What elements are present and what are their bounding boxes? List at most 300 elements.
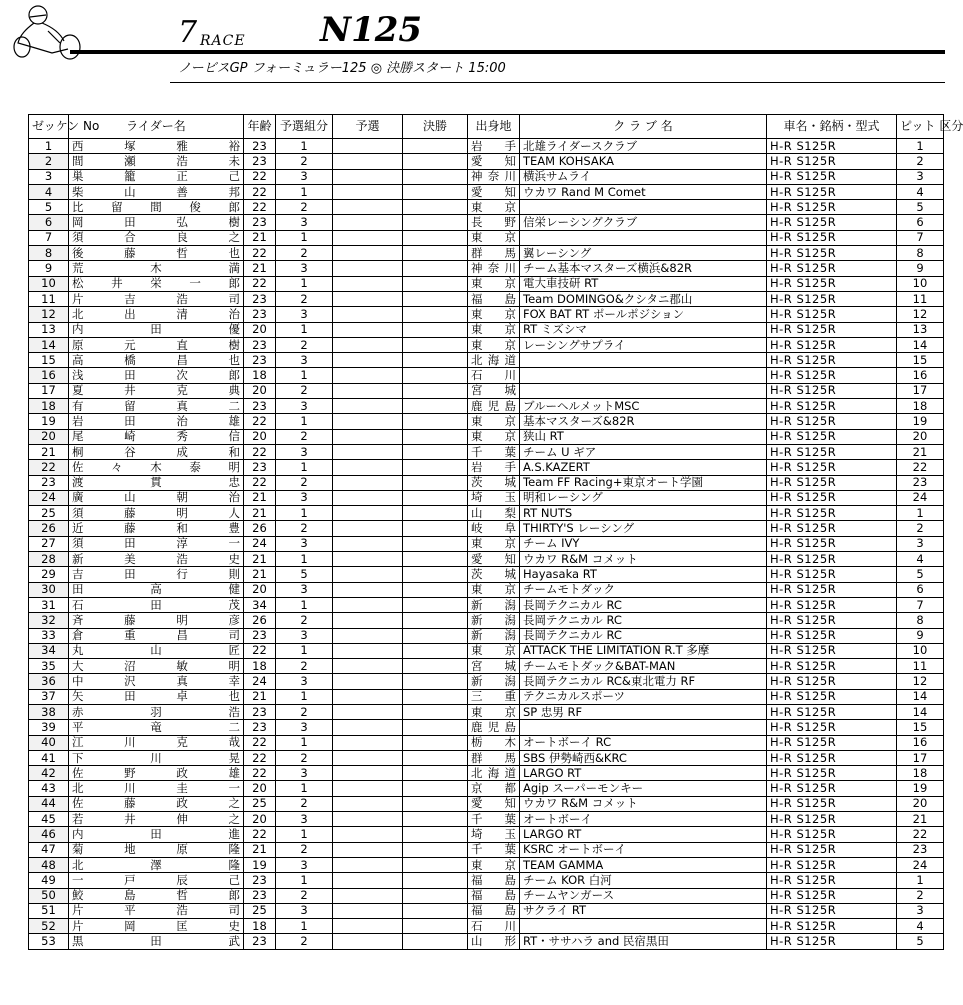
rider-name: 北澤隆 [69,857,244,872]
home-prefecture: 三重 [468,689,520,704]
pit-area: 18 [897,766,944,781]
qual-group: 2 [276,429,333,444]
table-row [29,383,944,398]
pit-area: 19 [897,781,944,796]
table-row [29,582,944,597]
club-name: 明和レーシング [520,490,767,505]
home-prefecture: 千葉 [468,444,520,459]
qual-group: 1 [276,414,333,429]
table-row [29,215,944,230]
table-row [29,766,944,781]
rider-age: 24 [244,536,276,551]
club-name: チーム IVY [520,536,767,551]
club-name: RT・ササハラ and 民宿黒田 [520,934,767,949]
rider-name: 下川晃 [69,750,244,765]
club-name: ウカワ R&M コメット [520,552,767,567]
entry-no: 53 [29,934,69,949]
qual-group: 2 [276,888,333,903]
qual-group: 2 [276,383,333,398]
rider-age: 19 [244,857,276,872]
home-prefecture: 栃木 [468,735,520,750]
entry-no: 12 [29,307,69,322]
rider-age: 23 [244,704,276,719]
home-prefecture: 群馬 [468,246,520,261]
rider-age: 23 [244,873,276,888]
club-name [520,919,767,934]
machine-model: H-R S125R [767,291,897,306]
qual-group: 3 [276,628,333,643]
final-result [403,383,468,398]
rider-name: 北川圭一 [69,781,244,796]
pit-area: 24 [897,857,944,872]
table-row [29,460,944,475]
rider-age: 20 [244,781,276,796]
pit-area: 17 [897,383,944,398]
qual-group: 2 [276,475,333,490]
rider-age: 22 [244,750,276,765]
rider-age: 22 [244,184,276,199]
home-prefecture: 福島 [468,291,520,306]
qual-result [333,246,403,261]
entry-no: 31 [29,597,69,612]
entry-no: 4 [29,184,69,199]
final-result [403,934,468,949]
final-result [403,873,468,888]
home-prefecture: 群馬 [468,750,520,765]
col-header-club: ク ラ ブ 名 [520,115,767,139]
table-row [29,291,944,306]
machine-model: H-R S125R [767,735,897,750]
final-result [403,322,468,337]
col-header-no: ゼッケン No [29,115,69,139]
qual-result [333,919,403,934]
final-result [403,735,468,750]
machine-model: H-R S125R [767,750,897,765]
final-result [403,184,468,199]
machine-model: H-R S125R [767,261,897,276]
pit-area: 8 [897,613,944,628]
rider-name: 若井伸之 [69,812,244,827]
rider-name: 原元直樹 [69,337,244,352]
class-title: N125 [320,10,423,50]
rider-age: 20 [244,812,276,827]
qual-group: 2 [276,934,333,949]
pit-area: 21 [897,812,944,827]
table-row [29,659,944,674]
pit-area: 12 [897,674,944,689]
rider-name: 間瀬浩未 [69,154,244,169]
table-row [29,888,944,903]
final-result [403,781,468,796]
qual-result [333,643,403,658]
qual-group: 2 [276,842,333,857]
table-row [29,720,944,735]
entry-no: 45 [29,812,69,827]
qual-result [333,184,403,199]
qual-group: 3 [276,399,333,414]
qual-group: 3 [276,490,333,505]
table-row [29,857,944,872]
entry-no: 21 [29,444,69,459]
qual-result [333,399,403,414]
table-row [29,490,944,505]
qual-group: 3 [276,674,333,689]
pit-area: 10 [897,643,944,658]
final-result [403,613,468,628]
rider-age: 34 [244,597,276,612]
qual-result [333,169,403,184]
qual-group: 2 [276,796,333,811]
machine-model: H-R S125R [767,276,897,291]
table-row [29,613,944,628]
qual-result [333,674,403,689]
qual-result [333,307,403,322]
rider-name: 平竜二 [69,720,244,735]
entry-no: 42 [29,766,69,781]
rider-name: 一戸辰己 [69,873,244,888]
pit-area: 12 [897,307,944,322]
subtitle-rule [170,82,945,83]
rider-name: 比留間俊郎 [69,200,244,215]
final-result [403,659,468,674]
rider-age: 23 [244,353,276,368]
header-rule [70,50,945,54]
machine-model: H-R S125R [767,475,897,490]
table-row [29,276,944,291]
rider-name: 吉田行則 [69,567,244,582]
qual-result [333,521,403,536]
qual-result [333,842,403,857]
rider-age: 23 [244,337,276,352]
entry-no: 20 [29,429,69,444]
table-row [29,184,944,199]
final-result [403,720,468,735]
qual-result [333,567,403,582]
rider-age: 22 [244,414,276,429]
home-prefecture: 東京 [468,414,520,429]
rider-age: 22 [244,276,276,291]
qual-group: 5 [276,567,333,582]
club-name: 北雄ライダースクラブ [520,139,767,154]
club-name: チームモトダック&BAT-MAN [520,659,767,674]
machine-model: H-R S125R [767,720,897,735]
entry-no: 37 [29,689,69,704]
table-row [29,139,944,154]
home-prefecture: 埼玉 [468,490,520,505]
entry-no: 27 [29,536,69,551]
club-name: ATTACK THE LIMITATION R.T 多摩 [520,643,767,658]
final-result [403,842,468,857]
qual-group: 1 [276,781,333,796]
machine-model: H-R S125R [767,230,897,245]
pit-area: 1 [897,139,944,154]
qual-group: 2 [276,246,333,261]
qual-result [333,215,403,230]
qual-group: 2 [276,704,333,719]
table-row [29,261,944,276]
machine-model: H-R S125R [767,215,897,230]
rider-age: 24 [244,674,276,689]
rider-age: 25 [244,903,276,918]
final-result [403,261,468,276]
qual-result [333,200,403,215]
rider-name: 荒木満 [69,261,244,276]
club-name: サクライ RT [520,903,767,918]
final-result [403,353,468,368]
club-name [520,200,767,215]
table-row [29,307,944,322]
rider-age: 26 [244,521,276,536]
rider-name: 内田優 [69,322,244,337]
rider-name: 西塚雅裕 [69,139,244,154]
final-result [403,307,468,322]
entry-no: 6 [29,215,69,230]
pit-area: 14 [897,704,944,719]
rider-age: 23 [244,215,276,230]
pit-area: 4 [897,919,944,934]
qual-result [333,337,403,352]
rider-name: 有留真二 [69,399,244,414]
entry-no: 46 [29,827,69,842]
qual-result [333,857,403,872]
qual-group: 1 [276,597,333,612]
club-name: Team DOMINGO&クシタニ郡山 [520,291,767,306]
home-prefecture: 岩手 [468,139,520,154]
final-result [403,857,468,872]
machine-model: H-R S125R [767,812,897,827]
qual-group: 3 [276,169,333,184]
qual-group: 1 [276,139,333,154]
rider-name: 大沼敏明 [69,659,244,674]
table-row [29,246,944,261]
qual-group: 1 [276,827,333,842]
rider-name: 内田進 [69,827,244,842]
rider-age: 18 [244,659,276,674]
rider-age: 20 [244,429,276,444]
pit-area: 5 [897,200,944,215]
table-row [29,750,944,765]
machine-model: H-R S125R [767,903,897,918]
table-row [29,353,944,368]
home-prefecture: 千葉 [468,812,520,827]
machine-model: H-R S125R [767,628,897,643]
home-prefecture: 東京 [468,704,520,719]
table-row [29,552,944,567]
entry-no: 38 [29,704,69,719]
final-result [403,597,468,612]
club-name: チームヤンガース [520,888,767,903]
club-name [520,720,767,735]
club-name: ウカワ R&M コメット [520,796,767,811]
qual-result [333,903,403,918]
qual-result [333,796,403,811]
col-header-qualifying: 予選 [333,115,403,139]
qual-group: 3 [276,215,333,230]
qual-result [333,597,403,612]
rider-name: 矢田卓也 [69,689,244,704]
qual-result [333,536,403,551]
table-row [29,200,944,215]
final-result [403,521,468,536]
qual-result [333,552,403,567]
machine-model: H-R S125R [767,766,897,781]
home-prefecture: 岐阜 [468,521,520,536]
col-header-rider: ライダー名 [69,115,244,139]
machine-model: H-R S125R [767,674,897,689]
rider-name: 斉藤明彦 [69,613,244,628]
entry-no: 2 [29,154,69,169]
final-result [403,276,468,291]
entry-no: 13 [29,322,69,337]
home-prefecture: 山梨 [468,506,520,521]
rider-age: 22 [244,766,276,781]
machine-model: H-R S125R [767,781,897,796]
machine-model: H-R S125R [767,659,897,674]
home-prefecture: 新潟 [468,674,520,689]
qual-group: 2 [276,521,333,536]
qual-group: 2 [276,291,333,306]
machine-model: H-R S125R [767,689,897,704]
club-name: Hayasaka RT [520,567,767,582]
rider-age: 23 [244,888,276,903]
rider-name: 高橋昌也 [69,353,244,368]
qual-group: 1 [276,919,333,934]
table-row [29,230,944,245]
home-prefecture: 宮城 [468,659,520,674]
table-row [29,812,944,827]
rider-name: 夏井克典 [69,383,244,398]
home-prefecture: 東京 [468,643,520,658]
club-name: A.S.KAZERT [520,460,767,475]
club-name: 基本マスターズ&82R [520,414,767,429]
home-prefecture: 神奈川 [468,169,520,184]
rider-name: 中沢真幸 [69,674,244,689]
entry-no: 23 [29,475,69,490]
rider-age: 23 [244,139,276,154]
table-row [29,674,944,689]
qual-group: 3 [276,536,333,551]
home-prefecture: 茨城 [468,567,520,582]
pit-area: 4 [897,184,944,199]
rider-age: 23 [244,720,276,735]
club-name: 電大車技研 RT [520,276,767,291]
entry-no: 7 [29,230,69,245]
final-result [403,169,468,184]
rider-name: 渡貫忠 [69,475,244,490]
club-name: Team FF Racing+東京オート学園 [520,475,767,490]
rider-name: 片平浩司 [69,903,244,918]
col-header-prefecture: 出身地 [468,115,520,139]
table-row [29,399,944,414]
pit-area: 16 [897,368,944,383]
table-row [29,873,944,888]
club-name: 長岡テクニカル RC [520,628,767,643]
final-result [403,475,468,490]
machine-model: H-R S125R [767,383,897,398]
club-name: レーシングサプライ [520,337,767,352]
pit-area: 1 [897,873,944,888]
home-prefecture: 東京 [468,337,520,352]
qual-result [333,659,403,674]
pit-area: 3 [897,903,944,918]
pit-area: 16 [897,735,944,750]
home-prefecture: 東京 [468,429,520,444]
club-name: 長岡テクニカル RC&東北電力 RF [520,674,767,689]
table-row [29,903,944,918]
pit-area: 2 [897,154,944,169]
qual-result [333,750,403,765]
entry-no: 15 [29,353,69,368]
home-prefecture: 東京 [468,230,520,245]
rider-age: 18 [244,919,276,934]
qual-result [333,353,403,368]
entry-no: 14 [29,337,69,352]
machine-model: H-R S125R [767,399,897,414]
qual-group: 1 [276,552,333,567]
final-result [403,689,468,704]
final-result [403,674,468,689]
machine-model: H-R S125R [767,873,897,888]
qual-result [333,873,403,888]
home-prefecture: 北海道 [468,353,520,368]
rider-name: 北出清治 [69,307,244,322]
rider-name: 赤羽浩 [69,704,244,719]
final-result [403,536,468,551]
qual-result [333,230,403,245]
home-prefecture: 北海道 [468,766,520,781]
machine-model: H-R S125R [767,307,897,322]
machine-model: H-R S125R [767,597,897,612]
club-name: チーム KOR 白河 [520,873,767,888]
table-row [29,429,944,444]
qual-group: 3 [276,582,333,597]
qual-result [333,827,403,842]
machine-model: H-R S125R [767,521,897,536]
home-prefecture: 東京 [468,307,520,322]
qual-result [333,139,403,154]
table-row [29,322,944,337]
rider-name: 片岡匡史 [69,919,244,934]
final-result [403,812,468,827]
machine-model: H-R S125R [767,184,897,199]
table-row [29,567,944,582]
entry-no: 40 [29,735,69,750]
machine-model: H-R S125R [767,888,897,903]
qual-group: 1 [276,735,333,750]
machine-model: H-R S125R [767,460,897,475]
entry-no: 1 [29,139,69,154]
table-header-row [29,115,944,139]
entry-no: 5 [29,200,69,215]
final-result [403,414,468,429]
machine-model: H-R S125R [767,414,897,429]
qual-result [333,261,403,276]
rider-name: 須合良之 [69,230,244,245]
club-name: 長岡テクニカル RC [520,613,767,628]
home-prefecture: 新潟 [468,597,520,612]
pit-area: 9 [897,261,944,276]
entry-no: 50 [29,888,69,903]
pit-area: 7 [897,597,944,612]
entry-no: 3 [29,169,69,184]
rider-age: 21 [244,230,276,245]
table-row [29,521,944,536]
race-number: 7 [178,15,198,50]
pit-area: 24 [897,490,944,505]
final-result [403,215,468,230]
race-subtitle: ノービスGP フォーミュラー125 ◎ 決勝スタート 15:00 [178,61,506,76]
table-row [29,827,944,842]
